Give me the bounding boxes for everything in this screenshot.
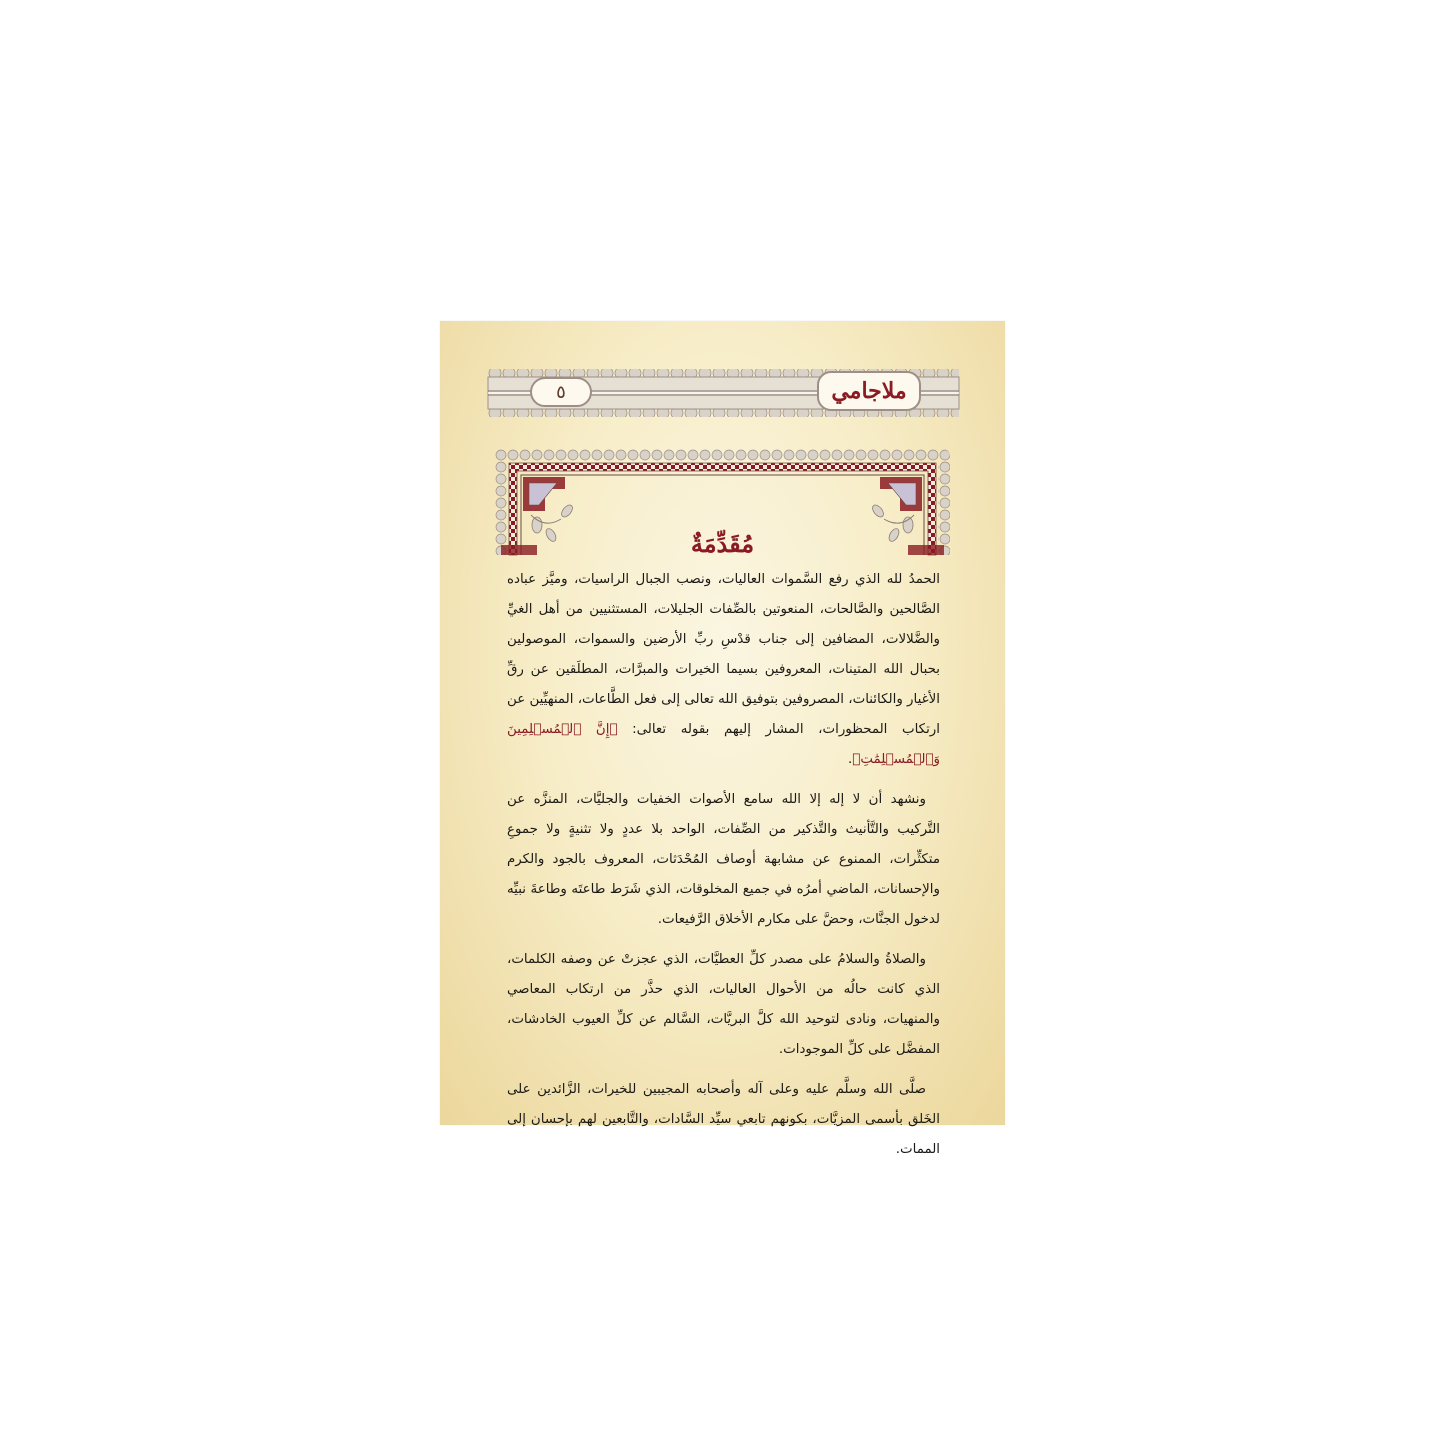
paragraph-text: صلَّى الله وسلَّم عليه وعلى آله وأصحابه المجيبين للخيرات، الزَّائدين على الخَلق بأسمى المزيَّات، بكونهم تابعي سيِّد السَّادات، والتَّابعين لهم بإحسان إلى الممات. [507, 1082, 940, 1157]
quran-verse: ﴿إِنَّ ٱلۡمُسۡلِمِينَ وَٱلۡمُسۡلِمَٰتِ﴾ [507, 722, 940, 767]
paragraph-text: الحمدُ لله الذي رفع السَّموات العاليات، ونصب الجبال الراسيات، وميَّز عباده الصَّالحين والصَّالحات، المنعوتين بالصِّفات الجليلات، المستثنيين من أهل الغيِّ والضَّلالات، المضافين إلى جناب قدْسِ ربِّ الأرضين والسموات، الموصولين بحبال الله المتينات، المعروفين بسيما الخيرات والمبرَّات، المطلَقين عن رقِّ الأغيار والكائنات، المصروفين بتوفيق الله تعالى إلى فعل الطَّاعات، المنهيِّين عن ارتكاب المحظورات، المشار إليهم بقوله تعالى: [507, 572, 940, 737]
body-text [507, 565, 940, 1175]
paragraph-praise [507, 565, 940, 775]
book-title-cartouche: ملاجامي [817, 371, 921, 411]
page-number: ٥ [530, 377, 592, 407]
paragraph-salutation [507, 945, 940, 1065]
chapter-title: مُقَدِّمَةٌ [690, 529, 755, 558]
paragraph-text-end: . [848, 752, 853, 767]
paragraph-blessing [507, 1075, 940, 1165]
paragraph-testimony [507, 785, 940, 935]
book-page [440, 321, 1005, 1157]
paragraph-text: والصلاةُ والسلامُ على مصدر كلِّ العطيَّات، الذي عجزتْ عن وصفه الكلمات، الذي كانت حالُه من الأحوال العاليات، الذي حذَّر من ارتكاب المعاصي والمنهيات، ونادى لتوحيد الله كلَّ البريَّات، السَّالم عن كلِّ العيوب الخادشات، المفضَّل على كلِّ الموجودات. [507, 952, 940, 1057]
paragraph-text: ونشهد أن لا إله إلا الله سامع الأصوات الخفيات والجليَّات، المنزَّه عن التَّركيب والتَّأنيث والتَّذكير من الصِّفات، الواحد بلا عددٍ ولا تثنيةٍ ولا جموعِ متكثِّرات، الممنوع عن مشابهة أوصاف المُحْدَثات، المعروف بالجود والكرم والإحسانات، الماضي أمرُه في جميع المخلوقات، الذي شَرَط طاعتَه وطاعةَ نبيِّه لدخول الجنَّات، وحضَّ على مكارم الأخلاق الرَّفيعات. [507, 792, 940, 927]
